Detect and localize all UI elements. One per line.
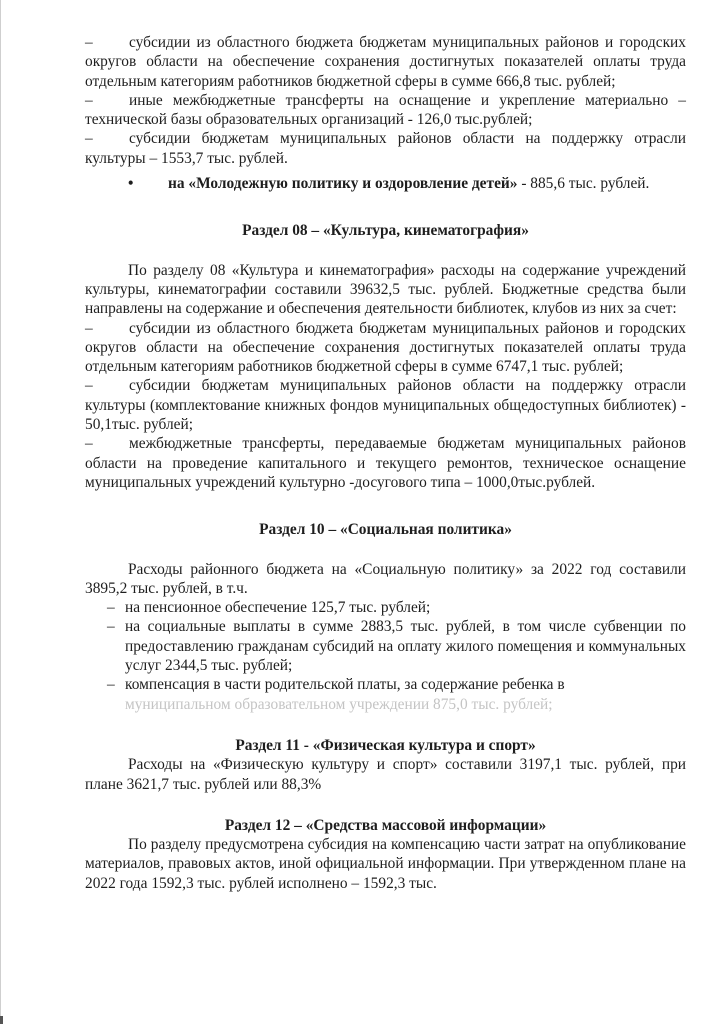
bullet-icon: •: [128, 175, 134, 193]
list-item: – субсидии бюджетам муниципальных районов области на поддержку отрасли культуры – 1553,7 тыс. рублей.: [85, 130, 686, 167]
list-item: – межбюджетные трансферты, передаваемые бюджетам муниципальных районов области на проведение капитального и текущего ремонтов, техническое оснащение муниципальных учреждений культурно -досугового типа – 1000,0тыс.рублей.: [85, 435, 686, 491]
list-item: – на социальные выплаты в сумме 2883,5 тыс. рублей, в том числе субвенции по предоставлению гражданам субсидий на оплату жилого помещения и коммунальных услуг 2344,5 тыс. рублей;: [107, 618, 686, 675]
list-item: – субсидии бюджетам муниципальных районов области на поддержку отрасли культуры (комплектование книжных фондов муниципальных общедоступных библиотек) - 50,1тыс. рублей;: [85, 377, 686, 434]
section-heading: Раздел 12 – «Средства массовой информации»: [224, 816, 547, 834]
list-item: – субсидии из областного бюджета бюджетам муниципальных районов и городских округов области на обеспечение сохранения достигнутых показателей оплаты труда отдельным категориям работников бюджетной сферы в сумме 6747,1 тыс. рублей;: [85, 319, 686, 376]
section-heading: Раздел 08 – «Культура, кинематография»: [242, 222, 529, 240]
paragraph: По разделу предусмотрена субсидия на компенсацию части затрат на опубликование материалов, правовых актов, иной официальной информации. При утвержденном плане на 2022 года 1592,3 тыс. рублей исполнено – 1592,3 тыс.: [85, 836, 686, 892]
page-edge: [0, 0, 1, 1024]
list-item: – компенсация в части родительской платы, за содержание ребенка в: [107, 676, 565, 694]
paragraph: Расходы на «Физическую культуру и спорт» составили 3197,1 тыс. рублей, при плане 3621,7 тыс. рублей или 88,3%: [85, 756, 686, 793]
bullet-item: • на «Молодежную политику и оздоровление детей» - 885,6 тыс. рублей.: [85, 174, 686, 193]
paragraph: Расходы районного бюджета на «Социальную политику» за 2022 год составили 3895,2 тыс. рублей, в т.ч.: [85, 560, 686, 597]
faded-line: муниципальном образовательном учреждении 875,0 тыс. рублей;: [125, 695, 553, 713]
section-heading: Раздел 11 - «Физическая культура и спорт»: [235, 736, 536, 754]
list-item: – иные межбюджетные трансферты на оснащение и укрепление материально – технической базы образовательных организаций - 126,0 тыс.рублей;: [85, 91, 686, 129]
document-body: [85, 33, 686, 893]
list-item: – на пенсионное обеспечение 125,7 тыс. рублей;: [107, 599, 431, 617]
list-item: – субсидии из областного бюджета бюджетам муниципальных районов и городских округов области на обеспечение сохранения достигнутых показателей оплаты труда отдельным категориям работников бюджетной сферы в сумме 666,8 тыс. рублей;: [85, 34, 686, 90]
paragraph: По разделу 08 «Культура и кинематография» расходы на содержание учреждений культуры, кинематографии составили 39632,5 тыс. рублей. Бюджетные средства были направлены на содержание и обеспечения деятельности библиотек, клубов из них за счет:: [85, 261, 686, 318]
scan-mark: [0, 1016, 3, 1024]
section-heading: Раздел 10 – «Социальная политика»: [259, 521, 512, 539]
